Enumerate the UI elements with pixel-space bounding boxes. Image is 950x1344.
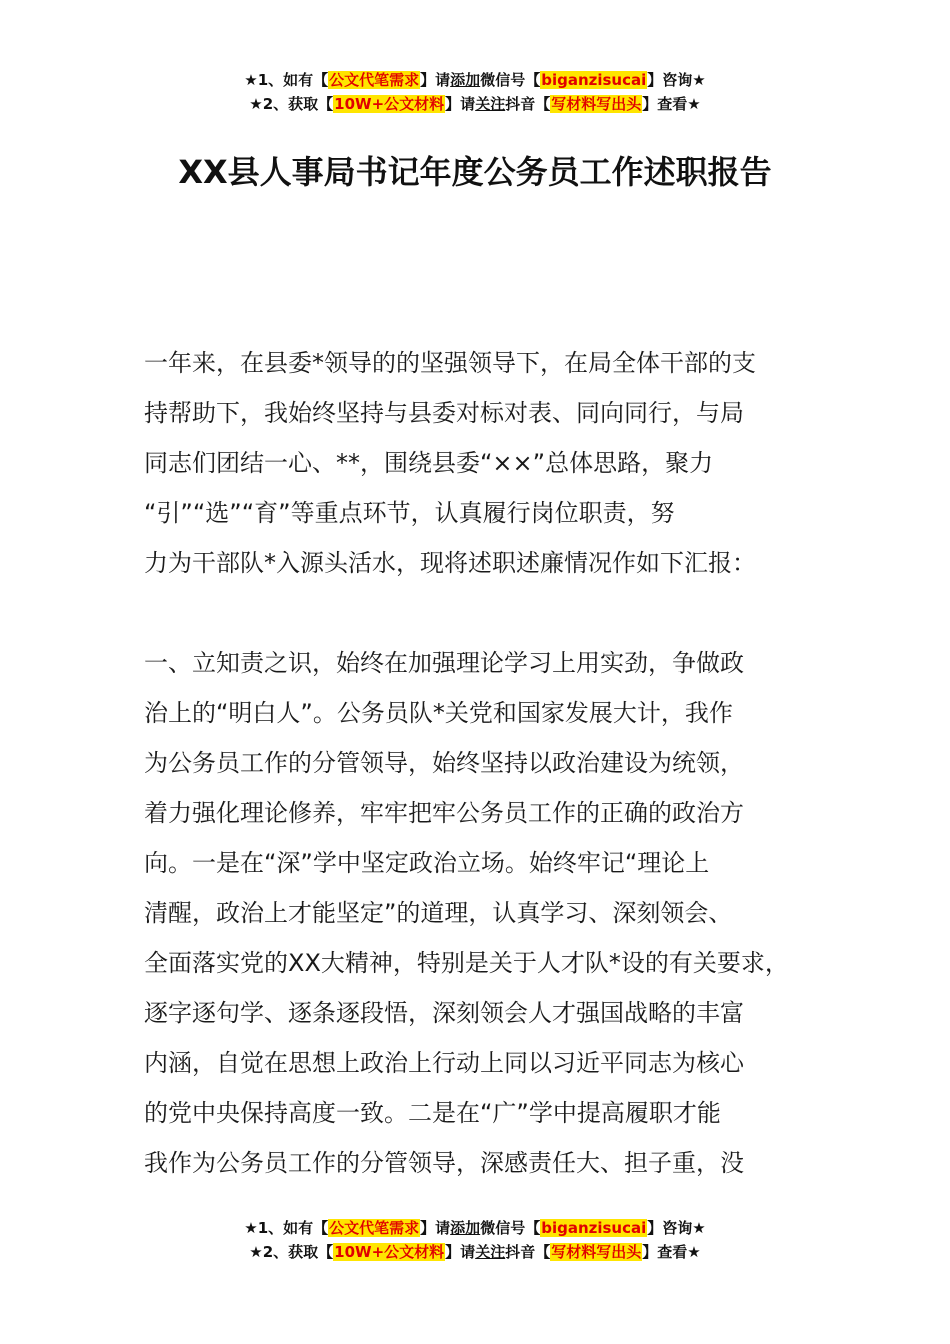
paragraph-intro <box>144 338 834 588</box>
text-line: 全面落实党的XX大精神，特别是关于人才队*设的有关要求， <box>144 949 789 977</box>
star-icon: ★ <box>687 95 701 113</box>
promo-text: 】咨询 <box>647 1219 693 1237</box>
promo-banner-top <box>0 68 950 116</box>
promo-douyin-account: 写材料写出头 <box>551 95 642 113</box>
promo-text: 】请 <box>445 1243 476 1261</box>
promo-text: 】请 <box>445 95 476 113</box>
text-line: 同志们团结一心、**，围绕县委“××”总体思路，聚力 <box>144 449 714 477</box>
text-line: 治上的“明白人”。公务员队*关党和国家发展大计，我作 <box>144 699 733 727</box>
promo-line-1 <box>0 1216 950 1240</box>
star-icon: ★ <box>244 71 258 89</box>
promo-text: 1、如有【 <box>257 1219 329 1237</box>
text-line: 内涵，自觉在思想上政治上行动上同以习近平同志为核心 <box>144 1049 744 1077</box>
star-icon: ★ <box>249 95 263 113</box>
text-line: 着力强化理论修养，牢牢把牢公务员工作的正确的政治方 <box>144 799 744 827</box>
text-line: 持帮助下，我始终坚持与县委对标对表、同向同行，与局 <box>144 399 744 427</box>
promo-underlined-text: 添加 <box>450 1219 481 1237</box>
promo-underlined-text: 关注 <box>475 95 506 113</box>
text-line: 我作为公务员工作的分管领导，深感责任大、担子重，没 <box>144 1149 744 1177</box>
star-icon: ★ <box>244 1219 258 1237</box>
promo-highlight-materials: 10W+公文材料 <box>334 95 445 113</box>
promo-text: 1、如有【 <box>257 71 329 89</box>
promo-wechat-id: biganzisucai <box>541 1219 647 1237</box>
promo-text: 】咨询 <box>647 71 693 89</box>
document-title: XX县人事局书记年度公务员工作述职报告 <box>178 153 772 191</box>
text-line: 清醒，政治上才能坚定”的道理，认真学习、深刻领会、 <box>144 899 733 927</box>
text-line: 的党中央保持高度一致。二是在“广”学中提高履职才能 <box>144 1099 721 1127</box>
text-line: 向。一是在“深”学中坚定政治立场。始终牢记“理论上 <box>144 849 710 877</box>
promo-line-2 <box>0 1240 950 1264</box>
promo-highlight-service: 公文代笔需求 <box>329 1219 420 1237</box>
promo-underlined-text: 关注 <box>475 1243 506 1261</box>
promo-underlined-text: 添加 <box>450 71 481 89</box>
promo-text: 】请 <box>420 1219 451 1237</box>
promo-banner-bottom <box>0 1216 950 1264</box>
text-line: 逐字逐句学、逐条逐段悟，深刻领会人才强国战略的丰富 <box>144 999 744 1027</box>
promo-text: 】查看 <box>642 1243 688 1261</box>
star-icon: ★ <box>692 1219 706 1237</box>
star-icon: ★ <box>692 71 706 89</box>
promo-text: 2、获取【 <box>262 95 334 113</box>
promo-text: 抖音【 <box>505 1243 551 1261</box>
promo-text: 】查看 <box>642 95 688 113</box>
text-line: 一年来，在县委*领导的的坚强领导下，在局全体干部的支 <box>144 349 756 377</box>
promo-douyin-account: 写材料写出头 <box>551 1243 642 1261</box>
promo-wechat-id: biganzisucai <box>541 71 647 89</box>
promo-line-1 <box>0 68 950 92</box>
star-icon: ★ <box>687 1243 701 1261</box>
promo-line-2 <box>0 92 950 116</box>
promo-text: 抖音【 <box>505 95 551 113</box>
promo-highlight-service: 公文代笔需求 <box>329 71 420 89</box>
promo-highlight-materials: 10W+公文材料 <box>334 1243 445 1261</box>
promo-text: 微信号【 <box>480 1219 541 1237</box>
text-line: 力为干部队*入源头活水，现将述职述廉情况作如下汇报： <box>144 549 756 577</box>
promo-text: 2、获取【 <box>262 1243 334 1261</box>
paragraph-section-one <box>144 638 834 1188</box>
text-line: “引”“选”“育”等重点环节，认真履行岗位职责，努 <box>144 499 675 527</box>
text-line: 一、立知责之识，始终在加强理论学习上用实劲，争做政 <box>144 649 744 677</box>
promo-text: 微信号【 <box>480 71 541 89</box>
star-icon: ★ <box>249 1243 263 1261</box>
promo-text: 】请 <box>420 71 451 89</box>
text-line: 为公务员工作的分管领导，始终坚持以政治建设为统领， <box>144 749 744 777</box>
